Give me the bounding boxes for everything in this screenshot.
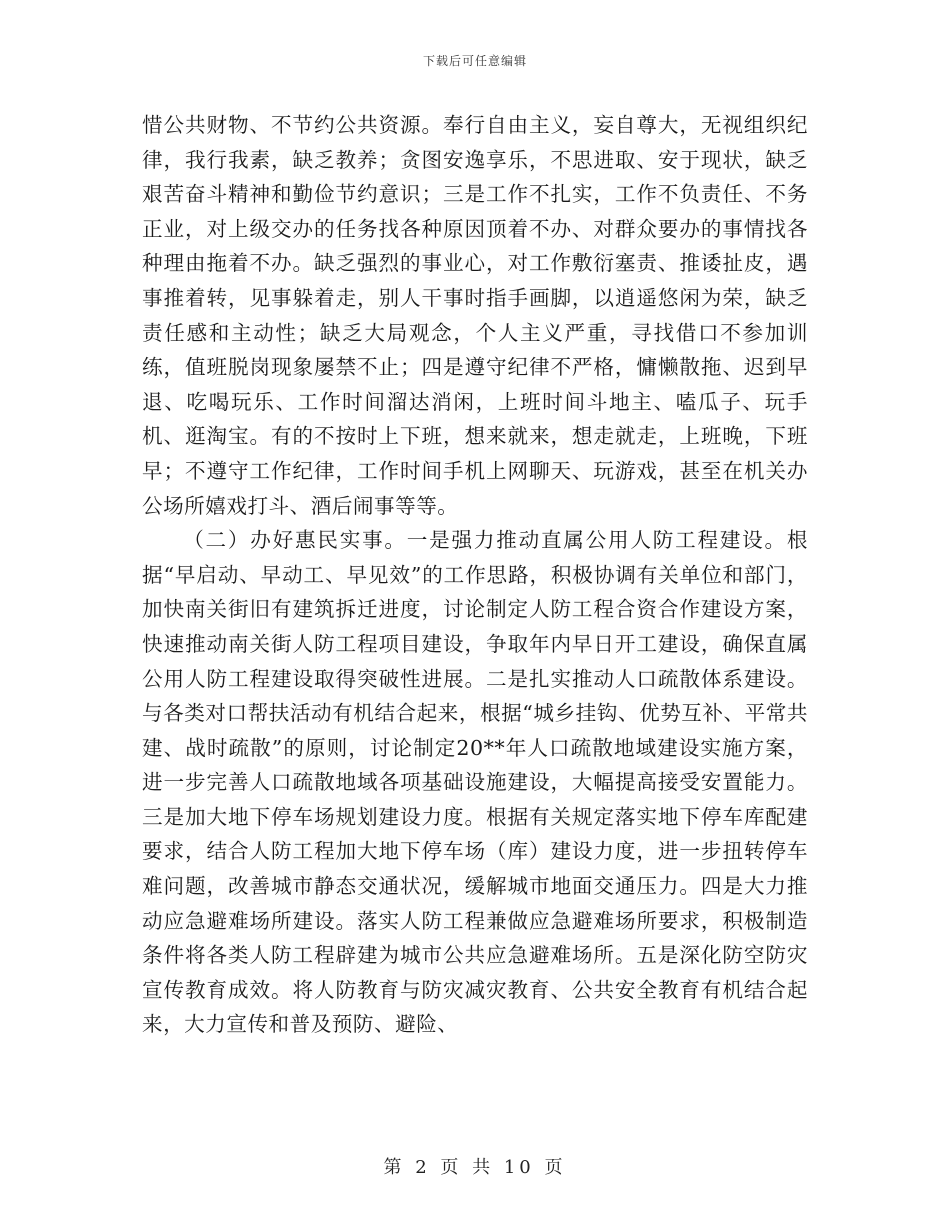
paragraph-1: 惜公共财物、不节约公共资源。奉行自由主义，妄自尊大，无视组织纪律，我行我素，缺乏教养；贪图安逸享乐，不思进取、安于现状，缺乏艰苦奋斗精神和勤俭节约意识；三是工作不扎实，工作不负责任、不务正业，对上级交办的任务找各种原因顶着不办、对群众要办的事情找各种理由拖着不办。缺乏强烈的事业心，对工作敷衍塞责、推诿扯皮，遇事推着转，见事躲着走，别人干事时指手画脚，以逍遥悠闲为荣，缺乏责任感和主动性；缺乏大局观念，个人主义严重，寻找借口不参加训练，值班脱岗现象屡禁不止；四是遵守纪律不严格，慵懒散拖、迟到早退、吃喝玩乐、工作时间溜达消闲，上班时间斗地主、嗑瓜子、玩手机、逛淘宝。有的不按时上下班，想来就来，想走就走，上班晚，下班早；不遵守工作纪律，工作时间手机上网聊天、玩游戏，甚至在机关办公场所嬉戏打斗、酒后闹事等等。	[142, 113, 808, 518]
paragraph-2: （二）办好惠民实事。一是强力推动直属公用人防工程建设。根据“早启动、早动工、早见效”的工作思路，积极协调有关单位和部门，加快南关街旧有建筑拆迁进度，讨论制定人防工程合资合作建设方案，快速推动南关街人防工程项目建设，争取年内早日开工建设，确保直属公用人防工程建设取得突破性进展。二是扎实推动人口疏散体系建设。与各类对口帮扶活动有机结合起来，根据“城乡挂钩、优势互补、平常共建、战时疏散”的原则，讨论制定20**年人口疏散地域建设实施方案，进一步完善人口疏散地域各项基础设施建设，大幅提高接受安置能力。三是加大地下停车场规划建设力度。根据有关规定落实地下停车库配建要求，结合人防工程加大地下停车场（库）建设力度，进一步扭转停车难问题，改善城市静态交通状况，缓解城市地面交通压力。四是大力推动应急避难场所建设。落实人防工程兼做应急避难场所要求，积极制造条件将各类人防工程辟建为城市公共应急避难场所。五是深化防空防灾宣传教育成效。将人防教育与防灾减灾教育、公共安全教育有机结合起来，大力宣传和普及预防、避险、	[142, 528, 808, 1037]
page-footer: 第 2 页 共 10 页	[383, 1157, 567, 1178]
page-header: 下载后可任意编辑	[422, 54, 527, 68]
document-body	[142, 108, 808, 1042]
